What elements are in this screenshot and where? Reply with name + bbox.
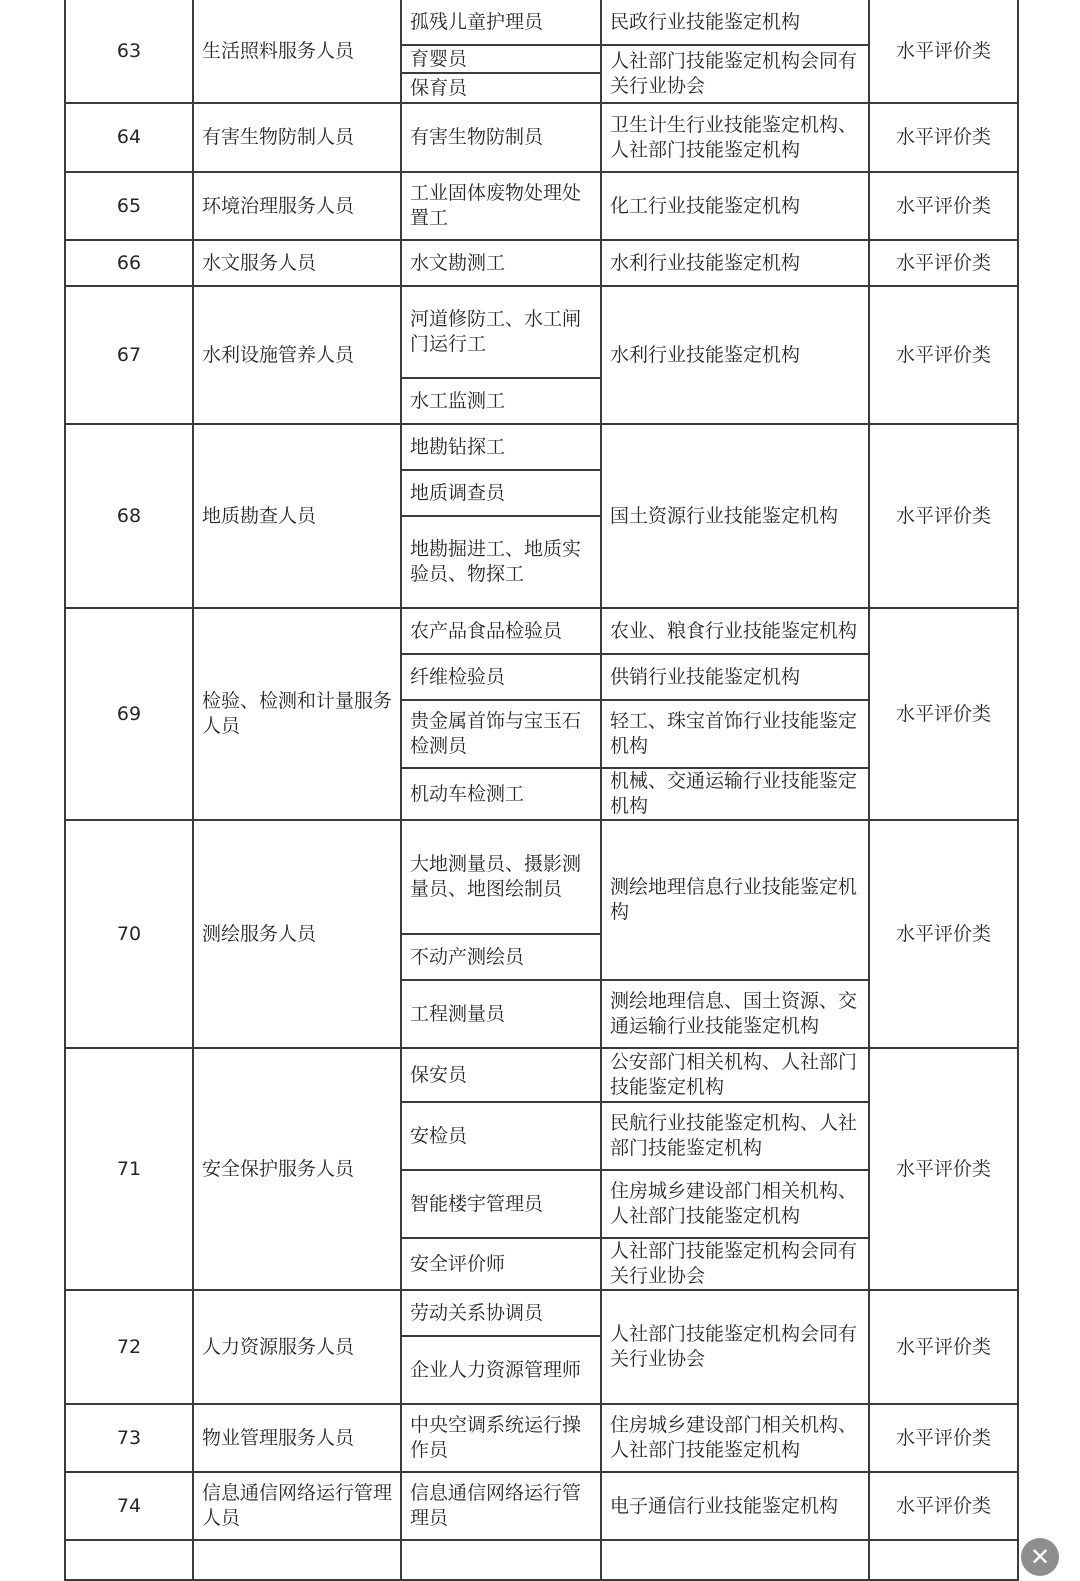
body-cell: 测绘地理信息行业技能鉴定机构 [601,820,869,980]
occupation-cell: 劳动关系协调员 [401,1290,601,1336]
table-row [65,1404,1018,1472]
close-button[interactable] [1021,1538,1059,1576]
table-row [65,1048,1018,1102]
classification-cell: 水平评价类 [869,608,1018,820]
category-cell: 安全保护服务人员 [193,1048,401,1290]
body-cell: 供销行业技能鉴定机构 [601,654,869,700]
body-cell: 化工行业技能鉴定机构 [601,172,869,240]
classification-cell: 水平评价类 [869,0,1018,103]
category-cell: 生活照料服务人员 [193,0,401,103]
table-row [65,286,1018,378]
classification-cell: 水平评价类 [869,1472,1018,1540]
row-number: 63 [65,0,193,103]
table-row [65,1290,1018,1336]
body-cell: 卫生计生行业技能鉴定机构、人社部门技能鉴定机构 [601,103,869,172]
body-cell: 民政行业技能鉴定机构 [601,0,869,45]
occupation-cell: 河道修防工、水工闸门运行工 [401,286,601,378]
category-cell: 物业管理服务人员 [193,1404,401,1472]
category-cell: 环境治理服务人员 [193,172,401,240]
row-number: 68 [65,424,193,608]
table-row [65,608,1018,654]
category-cell: 有害生物防制人员 [193,103,401,172]
category-cell: 水利设施管养人员 [193,286,401,424]
classification-cell: 水平评价类 [869,240,1018,286]
table-row [65,820,1018,934]
occupation-cell: 孤残儿童护理员 [401,0,601,45]
table-row [65,240,1018,286]
table-row [65,172,1018,240]
row-number: 73 [65,1404,193,1472]
occupation-cell: 安全评价师 [401,1238,601,1290]
row-number: 74 [65,1472,193,1540]
occupation-cell: 智能楼宇管理员 [401,1170,601,1238]
body-cell: 住房城乡建设部门相关机构、人社部门技能鉴定机构 [601,1170,869,1238]
body-cell: 住房城乡建设部门相关机构、人社部门技能鉴定机构 [601,1404,869,1472]
body-cell: 农业、粮食行业技能鉴定机构 [601,608,869,654]
table-row [65,0,1018,45]
occupation-cell: 保育员 [401,73,601,103]
body-cell: 水利行业技能鉴定机构 [601,286,869,424]
occupation-table [64,0,1019,1581]
table-row [65,424,1018,470]
classification-cell: 水平评价类 [869,820,1018,1048]
occupation-cell: 工业固体废物处理处置工 [401,172,601,240]
body-cell: 人社部门技能鉴定机构会同有关行业协会 [601,1290,869,1404]
category-cell: 地质勘查人员 [193,424,401,608]
body-cell: 电子通信行业技能鉴定机构 [601,1472,869,1540]
row-number: 67 [65,286,193,424]
occupation-cell: 不动产测绘员 [401,934,601,980]
table-row [65,103,1018,172]
classification-cell: 水平评价类 [869,1290,1018,1404]
classification-cell: 水平评价类 [869,172,1018,240]
occupation-cell: 纤维检验员 [401,654,601,700]
occupation-cell: 贵金属首饰与宝玉石检测员 [401,700,601,768]
classification-cell: 水平评价类 [869,1404,1018,1472]
category-cell: 水文服务人员 [193,240,401,286]
body-cell: 机械、交通运输行业技能鉴定机构 [601,768,869,820]
body-cell: 民航行业技能鉴定机构、人社部门技能鉴定机构 [601,1102,869,1170]
category-cell: 信息通信网络运行管理人员 [193,1472,401,1540]
category-cell: 检验、检测和计量服务人员 [193,608,401,820]
classification-cell: 水平评价类 [869,286,1018,424]
close-icon: ✕ [1029,1543,1051,1571]
occupation-cell: 工程测量员 [401,980,601,1048]
occupation-cell: 水文勘测工 [401,240,601,286]
table-row [65,1540,1018,1580]
row-number: 66 [65,240,193,286]
row-number: 64 [65,103,193,172]
occupation-cell: 信息通信网络运行管理员 [401,1472,601,1540]
body-cell: 测绘地理信息、国土资源、交通运输行业技能鉴定机构 [601,980,869,1048]
occupation-cell: 育婴员 [401,45,601,73]
body-cell: 公安部门相关机构、人社部门技能鉴定机构 [601,1048,869,1102]
row-number: 69 [65,608,193,820]
body-cell: 国土资源行业技能鉴定机构 [601,424,869,608]
occupation-cell: 保安员 [401,1048,601,1102]
occupation-cell: 企业人力资源管理师 [401,1336,601,1404]
body-cell: 人社部门技能鉴定机构会同有关行业协会 [601,1238,869,1290]
occupation-cell: 机动车检测工 [401,768,601,820]
category-cell: 测绘服务人员 [193,820,401,1048]
classification-cell: 水平评价类 [869,103,1018,172]
classification-cell: 水平评价类 [869,1048,1018,1290]
occupation-cell: 有害生物防制员 [401,103,601,172]
occupation-cell: 农产品食品检验员 [401,608,601,654]
occupation-cell: 地勘掘进工、地质实验员、物探工 [401,516,601,608]
occupation-cell: 水工监测工 [401,378,601,424]
row-number: 70 [65,820,193,1048]
occupation-cell: 大地测量员、摄影测量员、地图绘制员 [401,820,601,934]
row-number: 71 [65,1048,193,1290]
category-cell: 人力资源服务人员 [193,1290,401,1404]
occupation-cell: 地质调查员 [401,470,601,516]
table-row [65,1472,1018,1540]
row-number: 65 [65,172,193,240]
body-cell: 人社部门技能鉴定机构会同有关行业协会 [601,45,869,103]
body-cell: 轻工、珠宝首饰行业技能鉴定机构 [601,700,869,768]
classification-cell: 水平评价类 [869,424,1018,608]
occupation-cell: 安检员 [401,1102,601,1170]
row-number: 72 [65,1290,193,1404]
body-cell: 水利行业技能鉴定机构 [601,240,869,286]
occupation-cell: 中央空调系统运行操作员 [401,1404,601,1472]
occupation-cell: 地勘钻探工 [401,424,601,470]
